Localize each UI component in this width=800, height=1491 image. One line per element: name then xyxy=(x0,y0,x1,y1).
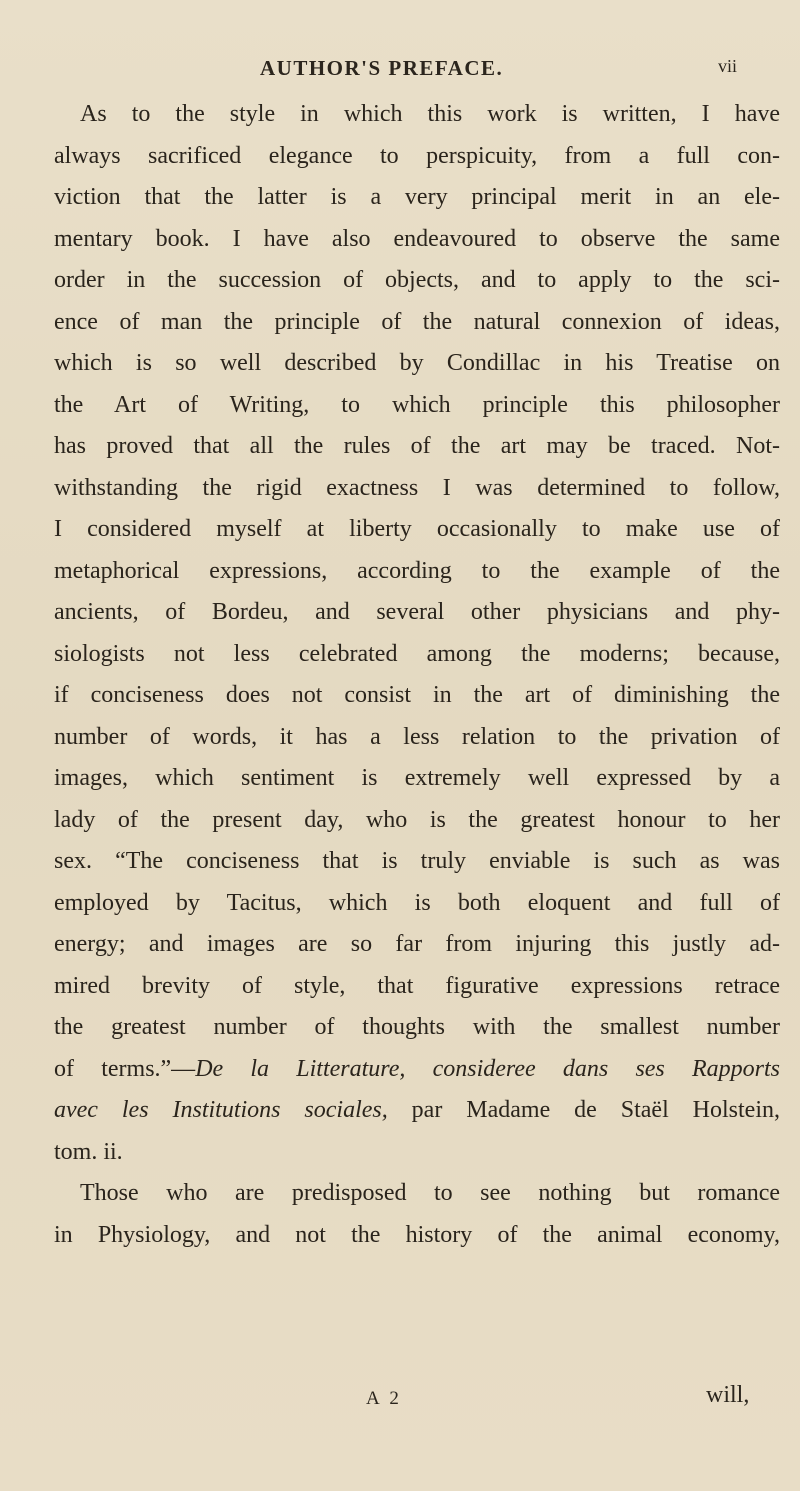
citation-author: par Madame de Staël Holstein, xyxy=(387,1097,780,1123)
text-line: has proved that all the rules of the art may be traced. Not- xyxy=(54,433,780,459)
text-line: I considered myself at liberty occasionally to make use of xyxy=(54,516,780,542)
body-text xyxy=(54,94,780,1256)
text-line: mentary book. I have also endeavoured to observe the same xyxy=(54,225,780,252)
running-head xyxy=(0,56,800,86)
text-line: ancients, of Bordeu, and several other physicians and phy- xyxy=(54,599,780,625)
text-line: ence of man the principle of the natural connexion of ideas, xyxy=(54,308,780,335)
citation-line xyxy=(54,1090,780,1132)
text-line: if conciseness does not consist in the art of diminishing the xyxy=(54,682,780,708)
text-line: Those who are predisposed to see nothing but romance xyxy=(80,1180,780,1206)
citation-line xyxy=(54,1049,780,1091)
text-line: employed by Tacitus, which is both eloquent and full of xyxy=(54,889,780,916)
text-line: withstanding the rigid exactness I was determined to follow, xyxy=(54,474,780,501)
page-footer xyxy=(0,1382,800,1418)
text-line: sex. “The conciseness that is truly enviable is such as was xyxy=(54,848,780,874)
text-line: the Art of Writing, to which principle this philosopher xyxy=(54,391,780,418)
running-title: AUTHOR'S PREFACE. xyxy=(260,56,504,80)
text-line: which is so well described by Condillac in his Treatise on xyxy=(54,350,780,376)
citation-title: De la Litterature, consideree dans ses Rapports xyxy=(195,1055,780,1082)
text-line: the greatest number of thoughts with the smallest number xyxy=(54,1014,780,1040)
text-line: siologists not less celebrated among the moderns; because, xyxy=(54,640,780,667)
text-line: energy; and images are so far from injuring this justly ad- xyxy=(54,931,780,957)
citation-lead: of terms.”— xyxy=(54,1055,196,1082)
text-line: mired brevity of style, that figurative expressions retrace xyxy=(54,972,780,999)
text-line: in Physiology, and not the history of the animal economy, xyxy=(54,1221,780,1248)
text-line: viction that the latter is a very principal merit in an ele- xyxy=(54,184,780,210)
citation-title-cont: avec les Institutions sociales, xyxy=(54,1097,388,1123)
text-line: order in the succession of objects, and to apply to the sci- xyxy=(54,267,780,293)
text-line: metaphorical expressions, according to the example of the xyxy=(54,557,780,584)
text-line: images, which sentiment is extremely well expressed by a xyxy=(54,765,780,791)
page-number: vii xyxy=(718,56,738,76)
text-line: lady of the present day, who is the greatest honour to her xyxy=(54,806,780,833)
catchword: will, xyxy=(706,1382,750,1408)
citation-volume: tom. ii. xyxy=(54,1138,123,1165)
text-line: As to the style in which this work is written, I have xyxy=(80,101,780,127)
text-line: number of words, it has a less relation to the privation of xyxy=(54,723,780,750)
text-line: always sacrificed elegance to perspicuity, from a full con- xyxy=(54,142,780,169)
signature-mark: A 2 xyxy=(366,1388,402,1409)
